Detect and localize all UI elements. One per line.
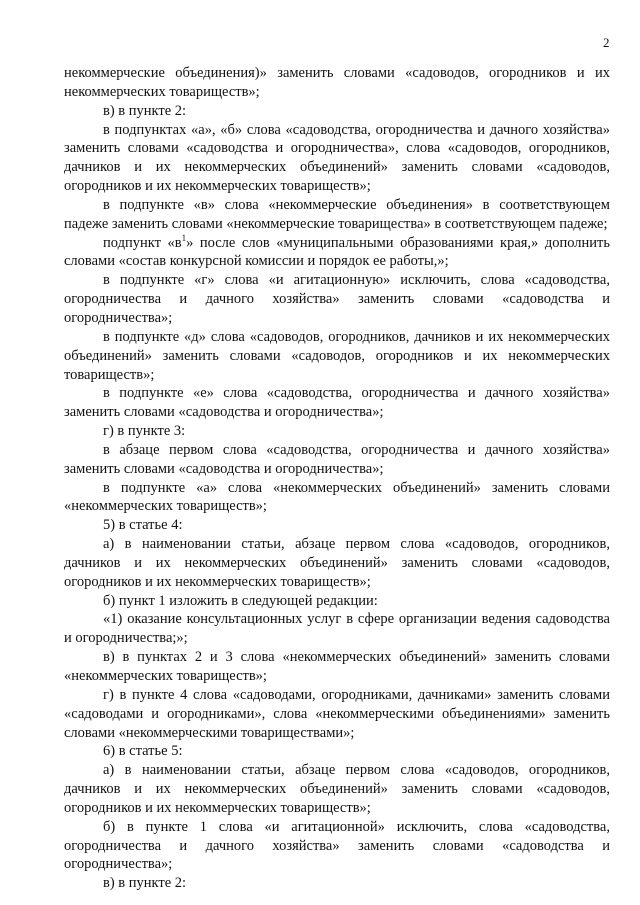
page-number: 2	[603, 35, 610, 50]
paragraph: в подпункте «г» слова «и агитационную» исключить, слова «садоводства, огородничества и дачного хозяйства» заменить словами «садоводства и огородничества»;	[64, 272, 610, 326]
paragraph-text-start: подпункт «в	[103, 234, 182, 251]
paragraph: в подпунктах «а», «б» слова «садоводства, огородничества и дачного хозяйства» заменить словами «садоводства и огородничества», слова «садоводов, огородников, дачников и их некоммерческих объединений» заменить словами «садоводов, огородников и их некоммерческих товариществ»;	[64, 121, 610, 195]
paragraph: г) в пункте 3:	[103, 423, 186, 440]
paragraph: б) в пункте 1 слова «и агитационной» исключить, слова «садоводства, огородничества и дачного хозяйства» заменить словами «садоводства и огородничества»;	[64, 818, 610, 873]
paragraph: а) в наименовании статьи, абзаце первом слова «садоводов, огородников, дачников и их некоммерческих объединений» заменить словами «садоводов, огородников и их некоммерческих товариществ»;	[64, 762, 610, 816]
paragraph: г) в пункте 4 слова «садоводами, огородниками, дачниками» заменить словами «садоводами и огородниками», слова «некоммерческими объединениями» заменить словами «некоммерческими товариществами»;	[64, 686, 610, 741]
paragraph	[64, 234, 610, 272]
superscript: 1	[181, 232, 187, 243]
paragraph: в) в пункте 2:	[103, 102, 187, 119]
paragraph: некоммерческие объединения)» заменить словами «садоводов, огородников и их некоммерческих товариществ»;	[64, 65, 610, 100]
paragraph: в) в пункте 2:	[103, 875, 187, 892]
paragraph: в) в пунктах 2 и 3 слова «некоммерческих объединений» заменить словами «некоммерческих товариществ»;	[64, 649, 610, 684]
document-body	[64, 64, 610, 893]
paragraph: б) пункт 1 изложить в следующей редакции:	[103, 592, 378, 609]
paragraph: а) в наименовании статьи, абзаце первом слова «садоводов, огородников, дачников и их некоммерческих объединений» заменить словами «садоводов, огородников и их некоммерческих товариществ»;	[64, 536, 610, 590]
paragraph: в подпункте «е» слова «садоводства, огородничества и дачного хозяйства» заменить словами «садоводства и огородничества»;	[64, 385, 610, 421]
paragraph: в подпункте «д» слова «садоводов, огородников, дачников и их некоммерческих объединений» заменить словами «садоводов, огородников и их некоммерческих товариществ»;	[64, 328, 610, 383]
paragraph: в подпункте «а» слова «некоммерческих объединений» заменить словами «некоммерческих товариществ»;	[64, 479, 610, 515]
paragraph: «1) оказание консультационных услуг в сфере организации ведения садоводства и огородничества;»;	[64, 611, 610, 647]
paragraph: в абзаце первом слова «садоводства, огородничества и дачного хозяйства» заменить словами «садоводства и огородничества»;	[64, 441, 610, 477]
paragraph: 5) в статье 4:	[103, 517, 183, 534]
paragraph-text-end: » после слов «муниципальными образованиями края,» дополнить словами «состав конкурсной комиссии и порядок ее работы,»;	[64, 234, 611, 270]
paragraph: в подпункте «в» слова «некоммерческие объединения» в соответствующем падеже заменить словами «некоммерческие товарищества» в соответствующем падеже;	[64, 196, 610, 232]
paragraph: 6) в статье 5:	[103, 743, 183, 760]
